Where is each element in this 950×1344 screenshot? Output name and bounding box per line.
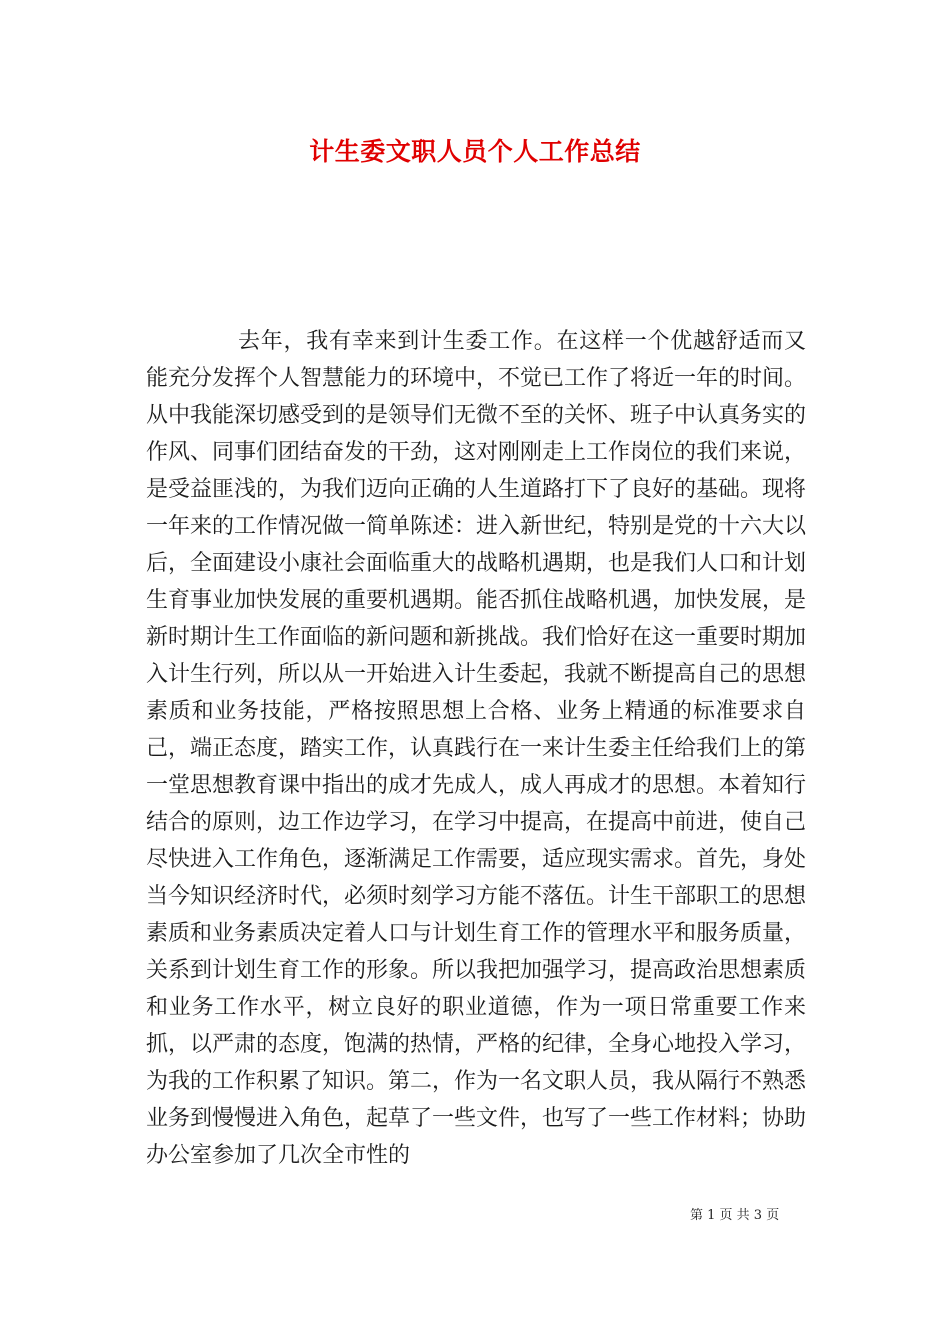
document-title: 计生委文职人员个人工作总结 [309,137,641,166]
page-number-footer: 第 1 页 共 3 页 [690,1208,780,1223]
document-body-paragraph: 去年，我有幸来到计生委工作。在这样一个优越舒适而又能充分发挥个人智慧能力的环境中，不觉已工作了将近一年的时间。从中我能深切感受到的是领导们无微不至的关怀、班子中认真务实的作风、同事们团结奋发的干劲，这对刚刚走上工作岗位的我们来说，是受益匪浅的，为我们迈向正确的人生道路打下了良好的基础。现将一年来的工作情况做一简单陈述：进入新世纪，特别是党的十六大以后，全面建设小康社会面临重大的战略机遇期，也是我们人口和计划生育事业加快发展的重要机遇期。能否抓住战略机遇，加快发展，是新时期计生工作面临的新问题和新挑战。我们恰好在这一重要时期加入计生行列，所以从一开始进入计生委起，我就不断提高自己的思想素质和业务技能，严格按照思想上合格、业务上精通的标准要求自己，端正态度，踏实工作，认真践行在一来计生委主任给我们上的第一堂思想教育课中指出的成才先成人，成人再成才的思想。本着知行结合的原则，边工作边学习，在学习中提高，在提高中前进，使自己尽快进入工作角色，逐渐满足工作需要，适应现实需求。首先，身处当今知识经济时代，必须时刻学习方能不落伍。计生干部职工的思想素质和业务素质决定着人口与计划生育工作的管理水平和服务质量，关系到计划生育工作的形象。所以我把加强学习，提高政治思想素质和业务工作水平，树立良好的职业道德，作为一项日常重要工作来抓，以严肃的态度，饱满的热情，严格的纪律，全身心地投入学习，为我的工作积累了知识。第二，作为一名文职人员，我从隔行不熟悉业务到慢慢进入角色，起草了一些文件，也写了一些工作材料；协助办公室参加了几次全市性的 [146,329,807,1168]
